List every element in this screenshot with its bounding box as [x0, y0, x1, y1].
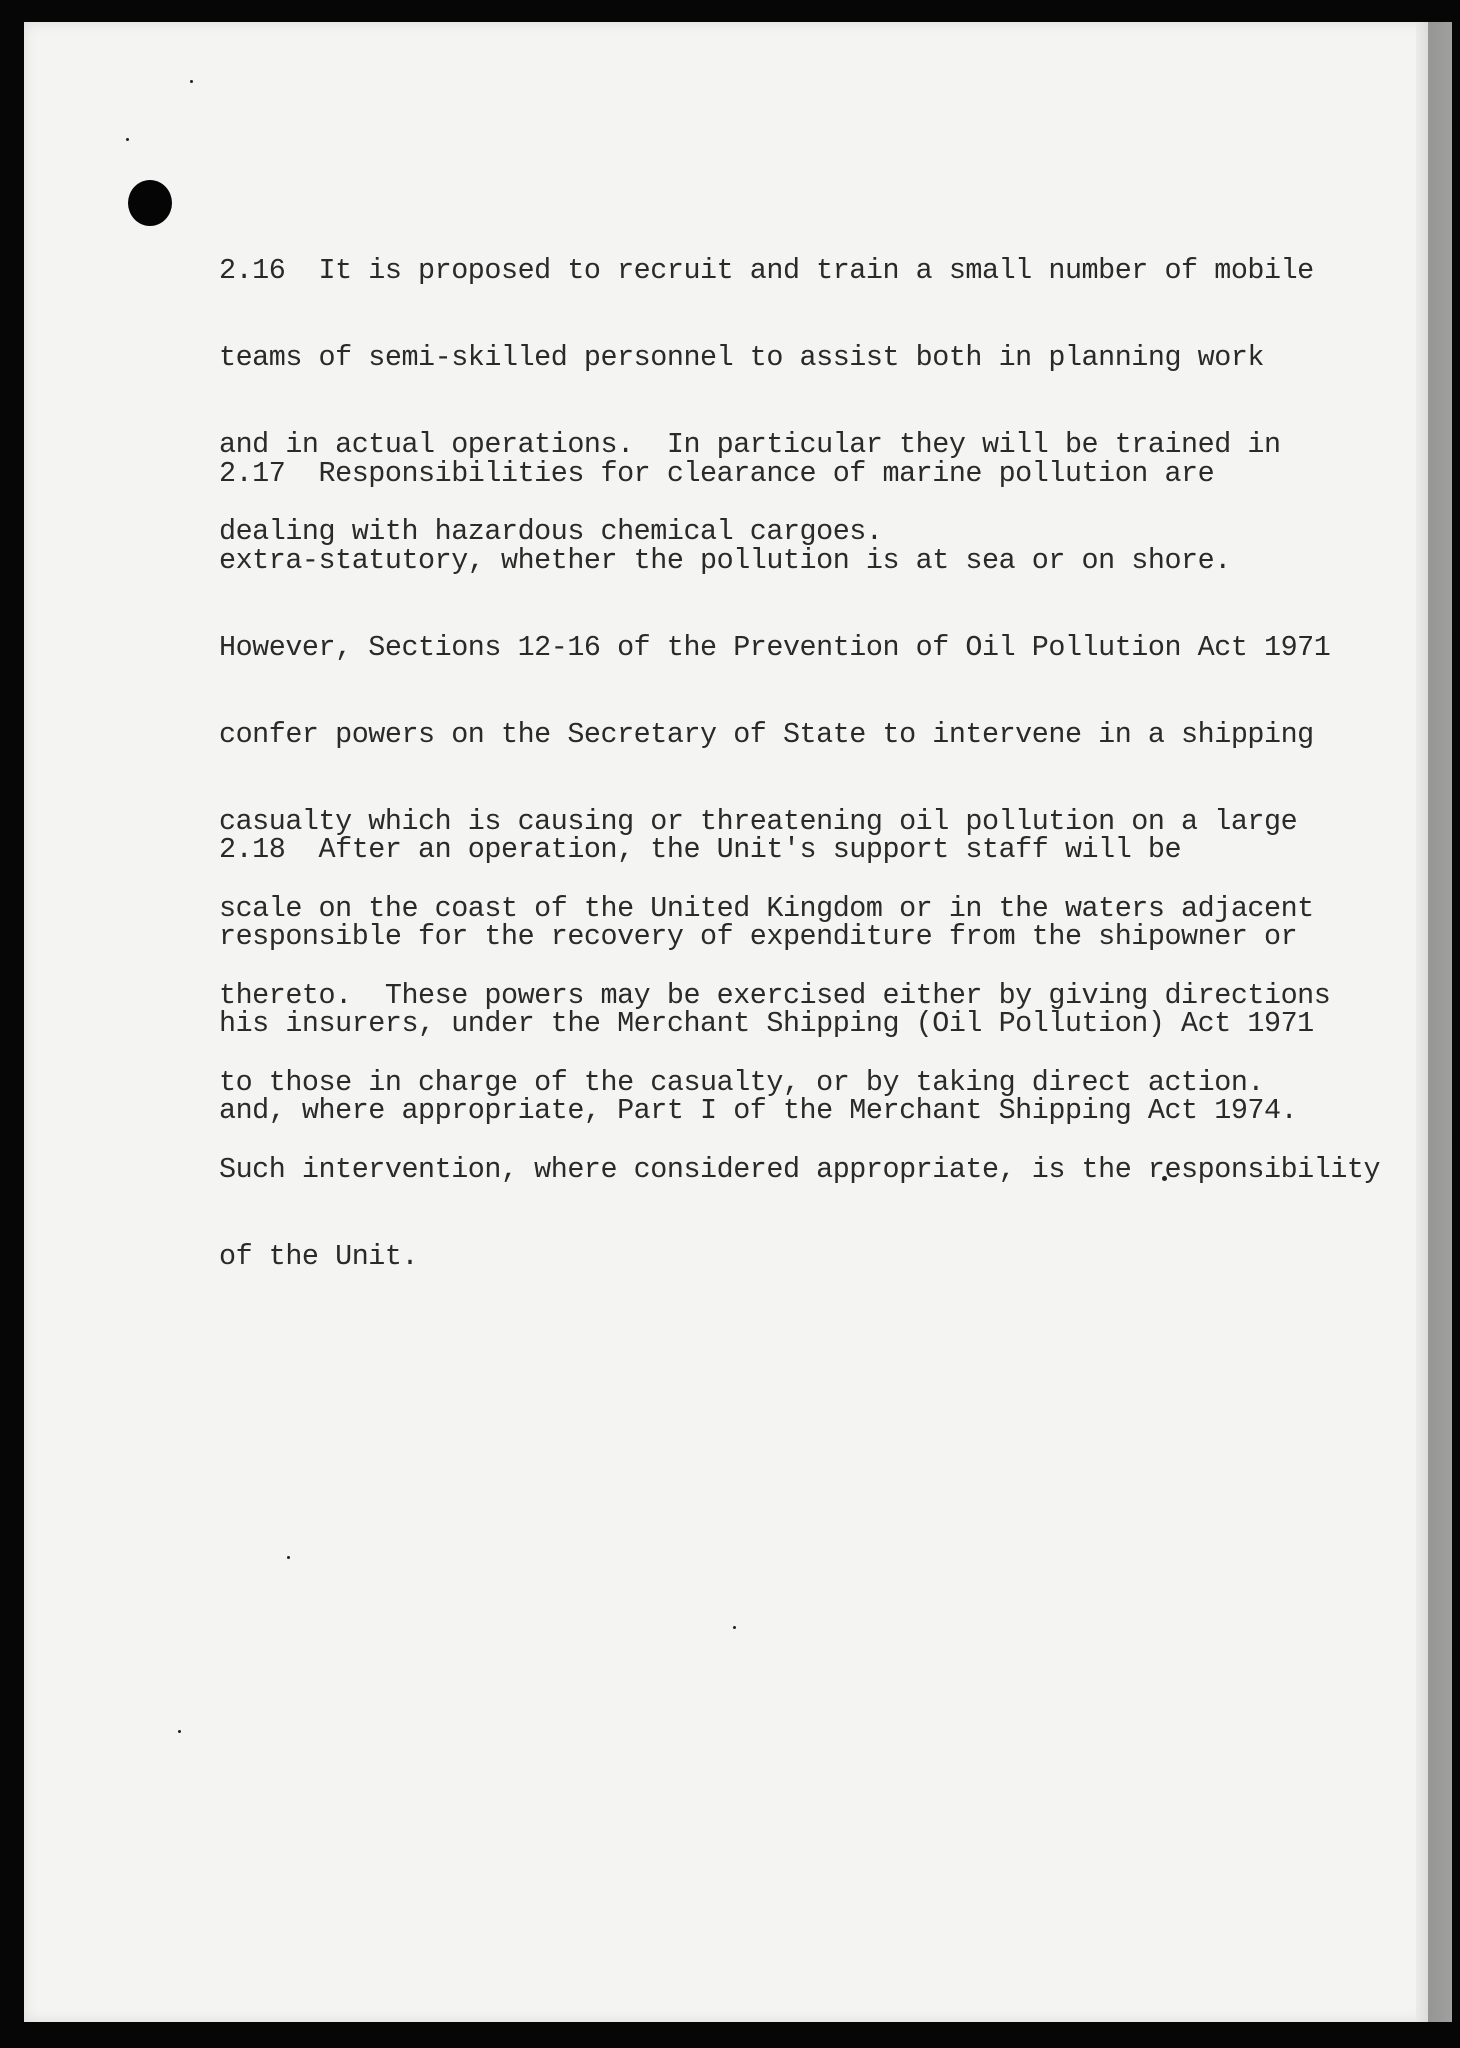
- text-line: and in actual operations. In particular they will be trained in: [219, 428, 1281, 461]
- speck: [733, 1626, 736, 1629]
- text-line: Such intervention, where considered appropriate, is the responsibility: [219, 1153, 1381, 1186]
- text-line: and, where appropriate, Part I of the Merchant Shipping Act 1974.: [219, 1094, 1298, 1127]
- text-line: casualty which is causing or threatening oil pollution on a large: [219, 805, 1298, 838]
- text-line: extra-statutory, whether the pollution is at sea or on shore.: [219, 544, 1231, 577]
- text-line: scale on the coast of the United Kingdom or in the waters adjacent: [219, 892, 1314, 925]
- speck: [287, 1556, 290, 1559]
- text-line: dealing with hazardous chemical cargoes.: [219, 515, 883, 548]
- speck: [178, 1730, 181, 1733]
- text-line: 2.16 It is proposed to recruit and train a small number of mobile: [219, 254, 1314, 287]
- speck: [126, 138, 129, 141]
- speck: [190, 80, 193, 83]
- text-line: his insurers, under the Merchant Shipping (Oil Pollution) Act 1971: [219, 1007, 1314, 1040]
- text-line: confer powers on the Secretary of State to intervene in a shipping: [219, 718, 1314, 751]
- text-line: 2.17 Responsibilities for clearance of marine pollution are: [219, 457, 1215, 490]
- text-line: of the Unit.: [219, 1240, 419, 1273]
- text-line: However, Sections 12-16 of the Prevention of Oil Pollution Act 1971: [219, 631, 1331, 664]
- text-line: responsible for the recovery of expenditure from the shipowner or: [219, 920, 1298, 953]
- text-line: thereto. These powers may be exercised either by giving directions: [219, 979, 1331, 1012]
- punch-hole: [128, 180, 172, 226]
- text-line: to those in charge of the casualty, or by taking direct action.: [219, 1066, 1264, 1099]
- paper-edge-shadow: [1416, 22, 1452, 2022]
- text-line: teams of semi-skilled personnel to assist both in planning work: [219, 341, 1264, 374]
- text-line: 2.18 After an operation, the Unit's support staff will be: [219, 833, 1182, 866]
- paragraph-2-18: [219, 777, 1314, 1183]
